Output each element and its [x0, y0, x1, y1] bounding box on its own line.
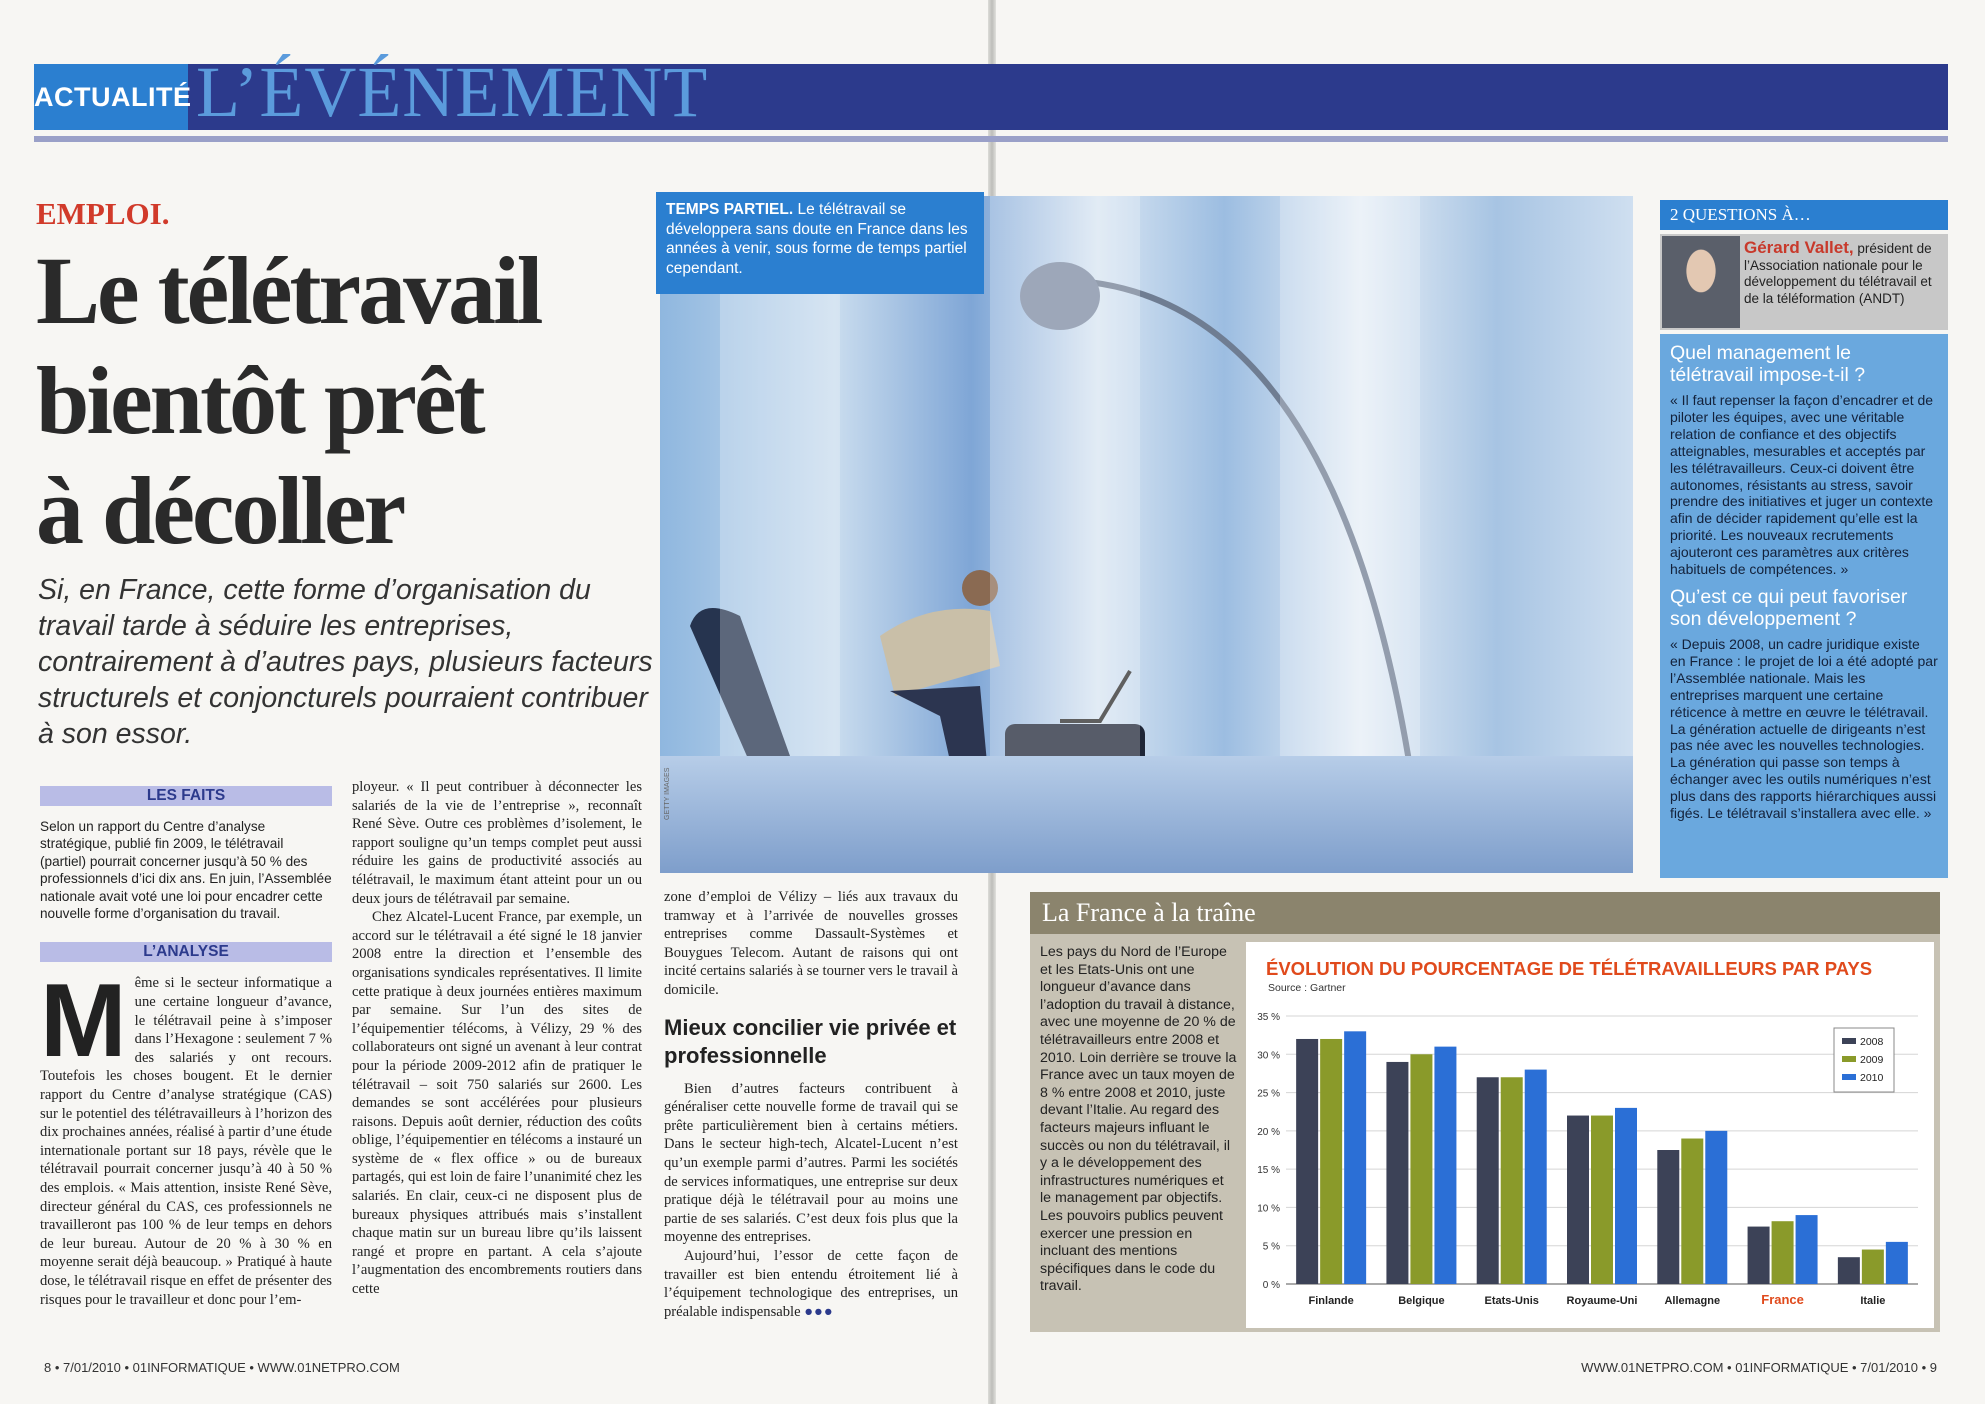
person-torso [880, 609, 1000, 696]
bar-2009 [1591, 1116, 1613, 1284]
interview-answer-2: « Depuis 2008, un cadre juridique existe en France : le projet de loi a été adopté par l’Assemblée nationale. Mais les entreprises marquent une certaine réticence à mettre en œuvre le télétravail. La génération actuelle de dirigeants n’est pas née avec les nouvelles technologies. La génération qui passe son temps à échanger avec les outils numériques n’est plus dans des rapports hiérarchiques aussi figés. Le télétravail s’installera avec elle. » [1670, 635, 1938, 822]
analyse-heading: L’ANALYSE [40, 942, 332, 962]
y-tick-label: 5 % [1262, 1241, 1280, 1253]
y-tick-label: 30 % [1257, 1050, 1280, 1062]
interview-question-1: Quel management le télétravail impose-t-il ? [1670, 342, 1866, 386]
section-title: L’ÉVÉNEMENT [196, 52, 709, 132]
photo-caption-lead: TEMPS PARTIEL. [666, 201, 794, 218]
x-tick-label: Royaume-Uni [1566, 1295, 1638, 1307]
interviewee-identity [1744, 240, 1944, 307]
analyse-body: ême si le secteur informatique a une certaine longueur d’avance, le télétravail peine à s’imposer dans l’Hexagone : seulement 7 % des salariés y ont recours. Toutefois les choses bougent. Et le dernier rapport du Centre d’analyse stratégique (CAS) sur le potentiel des télétravailleurs à l’horizon des dix prochaines années, réalisé à partir d’une étude internationale portant sur 18 pays, révèle que le télétravail pourrait concerner jusqu’à 40 à 50 % des emplois. « Mais attention, insiste René Sève, directeur général du CAS, ces professionnels ne travailleront pas 100 % de leur temps en dehors de leur bureau. Autour de 20 % à 30 % en moyenne serait déjà beaucoup. » Pratiqué à haute dose, le télétravail risque en effet de présenter des risques pour le travailleur et donc pour l’em- [40, 975, 332, 1308]
legend-label: 2009 [1860, 1054, 1884, 1066]
faits-text: Selon un rapport du Centre d’analyse stratégique, publié fin 2009, le télétravail (partiel) pourrait concerner jusqu’à 50 % des professionnels d’ici dix ans. En juin, l’Assemblée nationale avait voté une loi pour encadrer cette nouvelle forme d’organisation du travail. [40, 819, 332, 922]
bar-2009 [1410, 1054, 1432, 1284]
bar-2008 [1386, 1062, 1408, 1284]
bar-2010 [1525, 1070, 1547, 1284]
column-2-text: ployeur. « Il peut contribuer à déconnecter les salariés de la vie de l’entreprise », reconnaît René Sève. Outre ces problèmes d’isolement, le rapport souligne qu’un temps complet peut aussi réduire les gains de productivité associés au télétravail, le maximum étant atteint pour un ou deux jours de télétravail par semaine. [352, 779, 642, 907]
y-tick-label: 0 % [1262, 1280, 1280, 1291]
folio-right: WWW.01NETPRO.COM • 01INFORMATIQUE • 7/01/2010 • 9 [1581, 1360, 1937, 1375]
curtain-panel [990, 196, 1140, 796]
headline-line: à décoller [36, 457, 404, 564]
bar-2008 [1748, 1227, 1770, 1284]
bar-2008 [1477, 1077, 1499, 1284]
y-tick-label: 15 % [1257, 1165, 1280, 1177]
legend-swatch [1842, 1056, 1856, 1062]
legend-label: 2010 [1860, 1072, 1884, 1084]
y-tick-label: 35 % [1257, 1012, 1280, 1023]
column-3-text-c [664, 1247, 958, 1321]
folio-left: 8 • 7/01/2010 • 01INFORMATIQUE • WWW.01NETPRO.COM [44, 1360, 400, 1375]
photo-caption-text: Le télétravail se développera sans doute en France dans les années à venir, sous forme de temps partiel cependant. [666, 201, 968, 277]
faits-heading: LES FAITS [40, 786, 332, 806]
bar-2010 [1615, 1108, 1637, 1284]
y-tick-label: 25 % [1257, 1088, 1280, 1100]
bar-2010 [1344, 1031, 1366, 1284]
curtain-panel [1280, 196, 1420, 796]
continued-marker: ●●● [804, 1303, 834, 1320]
x-tick-label: Belgique [1398, 1295, 1445, 1307]
column-3-text: zone d’emploi de Vélizy – liés aux travaux du tramway et à l’arrivée de nouvelles grosses entreprises comme Dassault-Systèmes et Bouygues Telecom. Autant de raisons qui ont incité certains salariés à se tourner vers le travail à domicile. [664, 889, 958, 998]
article-deck: Si, en France, cette forme d’organisation du travail tarde à séduire les entreprises, contrairement à d’autres pays, plusieurs facteurs structurels et conjoncturels pourraient contribuer à son essor. [38, 574, 653, 750]
banner-rule [34, 136, 1948, 142]
interview-panel [1660, 334, 1948, 878]
analyse-text [40, 963, 332, 1309]
bar-2009 [1862, 1250, 1884, 1284]
column-2-text-b: Chez Alcatel-Lucent France, par exemple, un accord sur le télétravail a été signé le 18 janvier 2008 entre la direction et l’ensemble des organisations syndicales représentatives. Il limite cette pratique à deux journées entières maximum par semaine. Sur l’un des sites de l’équipementier télécoms, à Vélizy, 29 % des collaborateurs ont signé un avenant à leur contrat pour la période 2009-2012 afin de pratiquer le télétravail – soit 750 salariés sur 2600. Les demandes se sont accélérées pour plusieurs raisons. Depuis août dernier, réduction des coûts oblige, l’équipementier en télécoms a instauré un système de « flex office » ou de bureaux partagés, qui est loin de faire l’unanimité chez les salariés. En clair, ceux-ci ne disposent plus de bureaux physiques attribués mais s’installent chaque matin sur un bureau libre qu’ils laissent rangé et propre en partant. A cela s’ajoute l’augmentation des encombrements routiers dans cette [352, 909, 642, 1298]
interview-answer-1: « Il faut repenser la façon d’encadrer et de piloter les équipes, avec une véritable relation de confiance et des objectifs atteignables, mesurables et acceptés par les télétravailleurs. Ceux-ci doivent être autonomes, résistants au stress, savoir prendre des initiatives et juger un contexte afin de décider rapidement qu’elle est la priorité. Les nouveaux recrutements ajouteront ces paramètres aux critères habituels de compétences. » [1670, 392, 1934, 578]
x-tick-label: France [1761, 1292, 1804, 1307]
bar-2010 [1796, 1215, 1818, 1284]
article-subhead: Mieux concilier vie privée et professionnelle [664, 1014, 957, 1068]
article-column-1 [40, 786, 332, 1309]
column-3-text-b: Bien d’autres facteurs contribuent à généraliser cette nouvelle forme de travail qui se prête particulièrement bien à certains métiers. Dans le secteur high-tech, Alcatel-Lucent n’est qu’un exemple parmi d’autres. Parmi les sociétés de services informatiques, une entreprise sur deux pratique déjà le télétravail pour au moins une partie de ses salariés. C’est deux fois plus que la moyenne des entreprises. [664, 1080, 958, 1246]
bar-2008 [1567, 1116, 1589, 1284]
interview-heading: 2 QUESTIONS À… [1660, 200, 1948, 230]
bar-2008 [1838, 1257, 1860, 1284]
photo-credit: GETTY IMAGES [664, 767, 671, 820]
article-kicker: EMPLOI. [36, 196, 170, 231]
photo-caption [656, 192, 984, 294]
bar-2009 [1772, 1221, 1794, 1284]
bar-2009 [1320, 1039, 1342, 1284]
headline-line: bientôt prêt [36, 347, 483, 454]
column-3-text-c-body: Aujourd’hui, l’essor de cette façon de travailler est bien entendu étroitement lié à l’équipement technologique des entreprises, un préalable indispensable [664, 1247, 958, 1320]
drop-cap: M [40, 963, 127, 1080]
chart-source: Source : Gartner [1268, 982, 1346, 994]
bar-2008 [1657, 1150, 1679, 1284]
chart-title: ÉVOLUTION DU POURCENTAGE DE TÉLÉTRAVAILLEURS PAR PAYS [1266, 958, 1873, 979]
article-photo [660, 196, 1633, 873]
bar-chart [1246, 942, 1934, 1328]
x-tick-label: Italie [1860, 1295, 1886, 1307]
x-tick-label: Finlande [1308, 1295, 1354, 1307]
bar-2010 [1705, 1131, 1727, 1284]
interviewee-photo [1662, 236, 1740, 328]
interview-question-2: Qu’est ce qui peut favoriser son développement ? [1670, 585, 1908, 630]
bar-2008 [1296, 1039, 1318, 1284]
article-column-3 [664, 888, 958, 1321]
y-tick-label: 20 % [1257, 1126, 1280, 1138]
section-tag: ACTUALITÉ [34, 64, 188, 130]
x-tick-label: Allemagne [1664, 1295, 1721, 1307]
box-heading: La France à la traîne [1030, 892, 1940, 934]
legend-label: 2008 [1860, 1036, 1884, 1048]
bar-2010 [1434, 1047, 1456, 1284]
legend-swatch [1842, 1074, 1856, 1080]
chart-canvas [1246, 942, 1934, 1328]
bar-2009 [1681, 1139, 1703, 1284]
headline-line: Le télétravail [36, 237, 541, 344]
bar-2010 [1886, 1242, 1908, 1284]
x-tick-label: Etats-Unis [1484, 1295, 1539, 1307]
interviewee-name: Gérard Vallet, [1744, 238, 1854, 257]
legend-swatch [1842, 1038, 1856, 1044]
interviewee-role: président de l’Association nationale pour le développement du télétravail et de la téléformation (ANDT) [1744, 241, 1932, 306]
photo-floor [660, 756, 1633, 873]
article-headline [36, 236, 656, 566]
y-tick-label: 10 % [1257, 1203, 1280, 1215]
article-column-2 [352, 778, 642, 1299]
bar-2009 [1501, 1077, 1523, 1284]
box-text: Les pays du Nord de l’Europe et les Etats-Unis ont une longueur d’avance dans l’adoption du travail à distance, avec une moyenne de 20 % de télétravailleurs entre 2008 et 2010. Loin derrière se trouve la France avec un taux moyen de 8 % entre 2008 et 2010, juste devant l’Italie. Au regard des facteurs majeurs influant le succès ou non du télétravail, il y a le développement des infrastructures numériques et le management par objectifs. Les pouvoirs publics peuvent exercer une pression en incluant des mentions spécifiques dans le code du travail. [1040, 944, 1237, 1295]
